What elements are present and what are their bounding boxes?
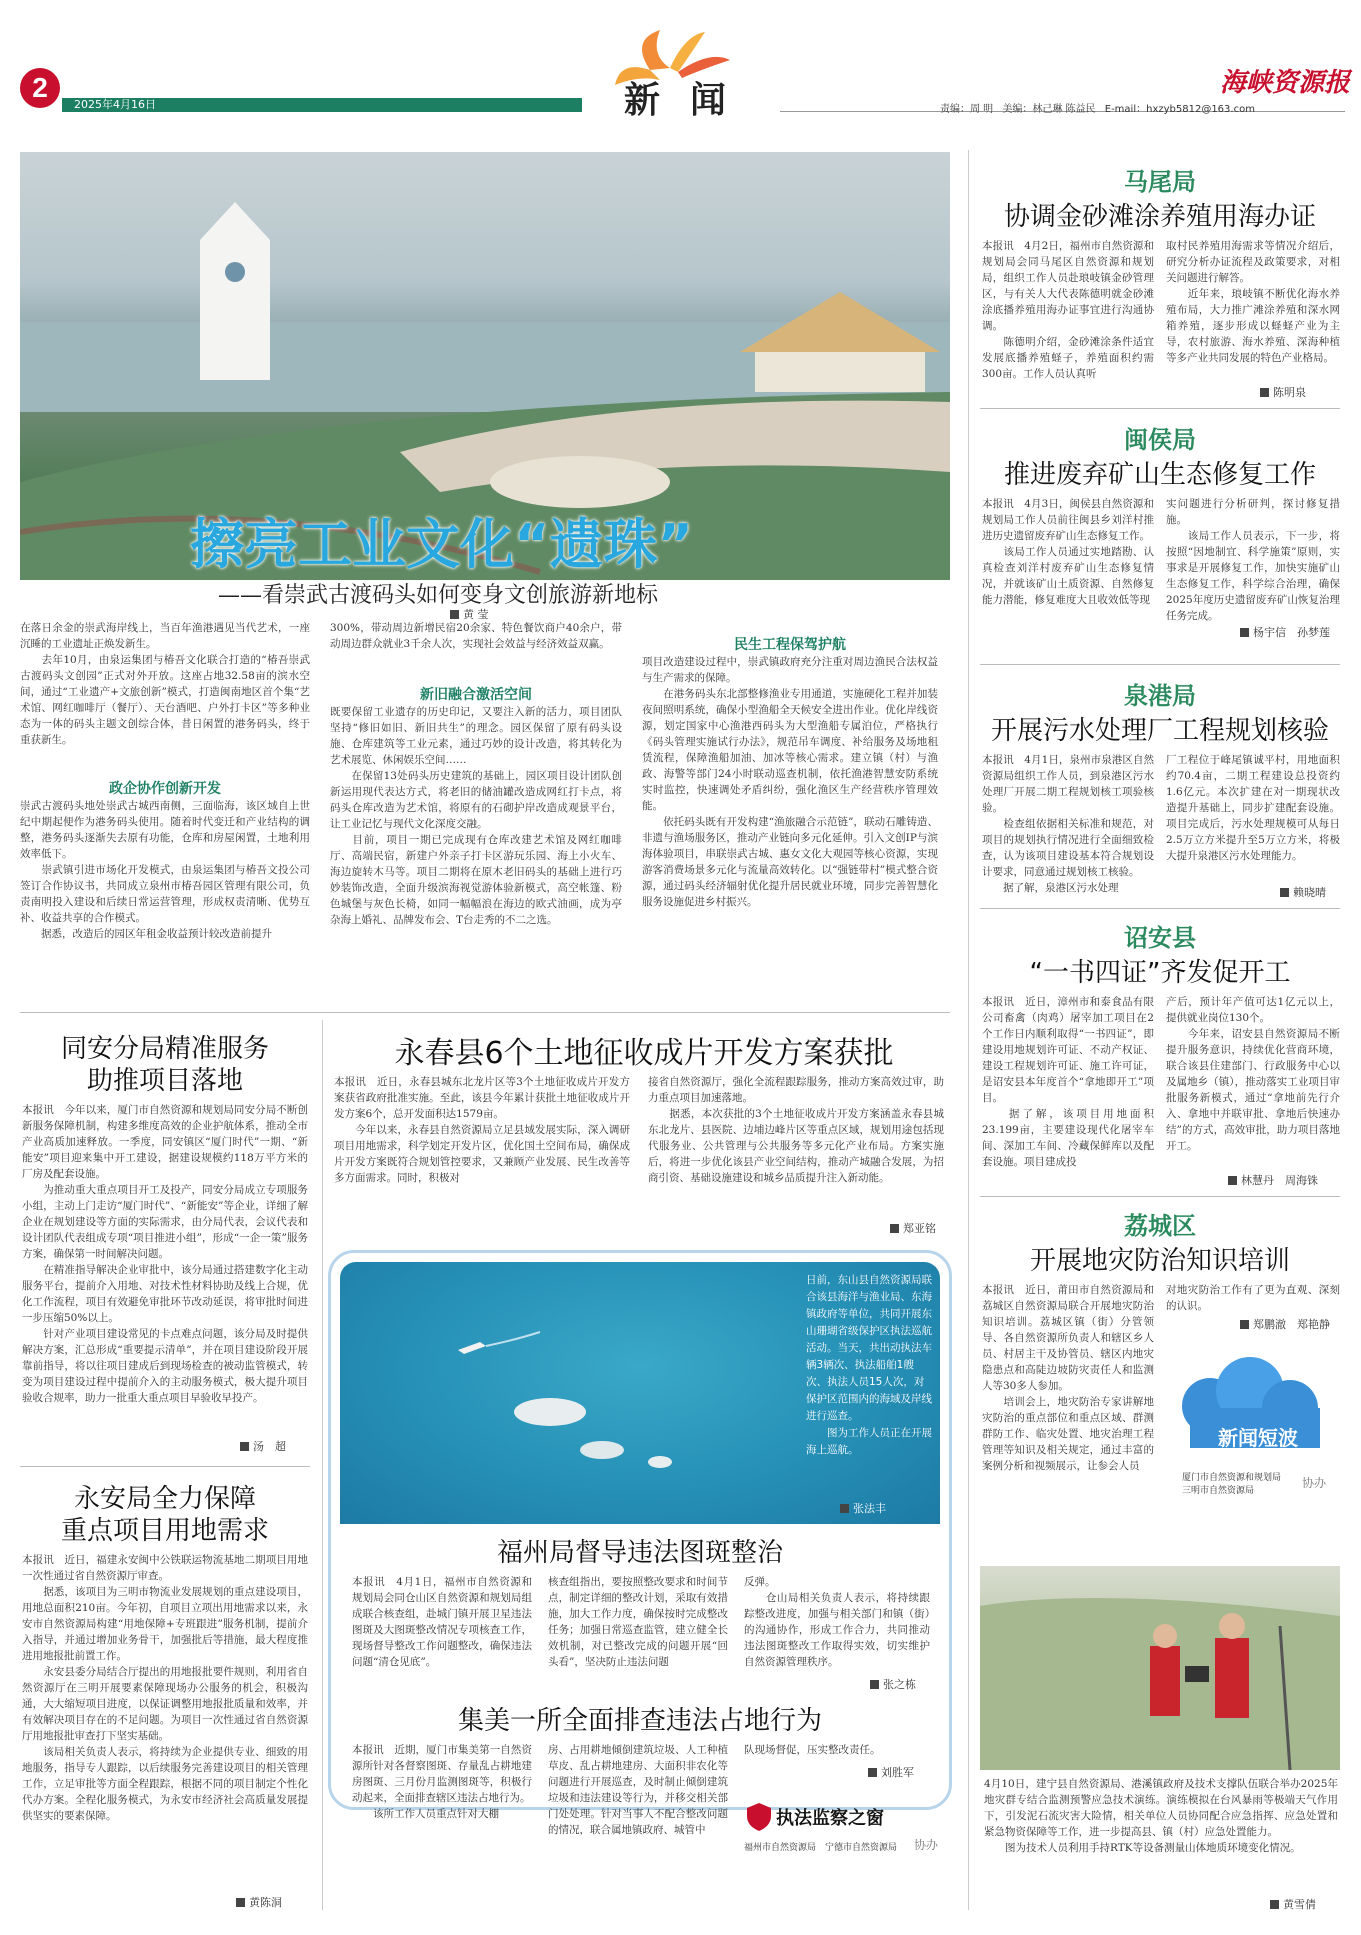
right1-col1: 本报讯 4月2日，福州市自然资源和规划局会同马尾区自然资源和规划局，组织工作人员赴琅岐镇金砂管理区，与有关人大代表陈德明就金砂滩涂底播养殖用海办证事宜进行沟通协调。 陈德明介绍，金砂滩涂条件适宜发展底播养殖蛏子，养殖面积约需300亩。工作人员认真听 — [982, 240, 1154, 380]
right4-col2: 产后，预计年产值可达1亿元以上，提供就业岗位130个。 今年来，诏安县自然资源局不断提升服务意识，持续优化营商环境，联合该县住建部门、行政服务中心以及属地乡（镇），推动落实工业项目审批服务新模式，通过“拿地前先行介入、拿地中并联审批、拿地后快速办结”的方式，高效审批，助力项目落地开工。 — [1166, 996, 1340, 1152]
lead-col1-heading: 政企协作创新开发 — [109, 781, 221, 797]
lead-col2b: 既要保留工业遗存的历史印记，又要注入新的活力，项目团队坚持“修旧如旧、新旧共生”的理念。园区保留了原有码头设施、仓库建筑等工业元素，通过巧妙的设计改造，将其转化为艺术展览、休闲娱乐空间…… 在保留13处码头历史建筑的基础上，园区项目设计团队创新运用现代表达方式，将老旧的储油罐改造成网红打卡点，将码头仓库改造为艺术馆，将原有的石砌护岸改造成观景平台，让工业记忆与现代文化深度交融。 目前，项目一期已完成现有仓库改建艺术馆及网红咖啡厅、高端民宿，新建户外亲子打卡区游玩乐园、海上小火车、海边旋转木马等。项目二期将在原木老旧码头的基础上进行巧妙装饰改造，全面升级滨海视觉游体验新模式，高空帐篷、粉色城堡与灰色长椅，如同一幅幅浪在海边的欧式油画，成为亭杂海上婚礼、品牌发布会、T台走秀的不二之选。 — [330, 706, 622, 926]
yongan-title-2: 重点项目用地需求 — [60, 1516, 269, 1546]
paper-name: 海峡资源报 — [1219, 68, 1350, 98]
lead-col3-heading: 民生工程保驾护航 — [734, 637, 846, 653]
staff-design: 美编：林己琳 陈益民 — [1002, 104, 1096, 115]
enforcement-badge-note: 福州市自然资源局 宁德市自然资源局 — [744, 1843, 898, 1853]
lead-author: 黄 莹 — [450, 606, 489, 622]
right5-org: 荔城区 — [1124, 1212, 1196, 1240]
staff-line — [940, 100, 1350, 115]
drill-photo — [980, 1566, 1340, 1770]
fuzhou-title: 福州局督导违法图斑整治 — [496, 1538, 783, 1568]
lead-col1: 在落日余金的崇武海岸线上，当百年渔港遇见当代艺术，一座沉睡的工业遗址正焕发新生。 去年10月，由泉运集团与椿吾文化联合打造的“椿吾崇武古渡码头文创园”正式对外开放。这座占地32.58亩的滨水空间，通过“工业遗产+文旅创新”模式，打造闽南地区首个集“艺术馆、网红咖啡厅（餐厅）、天台酒吧、户外打卡区”等多种业态为一体的码头主题文创综合体，昔日闲置的港务码头，终于重获新生。 — [20, 622, 310, 746]
drill-caption: 4月10日，建宁县自然资源局、港溪镇政府及技术支撑队伍联合举办2025年地灾群专结合监测预警应急技术演练。演练模拟在台风暴雨等极端天气作用下，引发泥石流灾害大险情，相关单位人员协同配合应急指挥、应急处置和紧急物资保障等工作，进一步提高县、镇（村）应急处置能力。 图为技术人员利用手持RTK等设备测量山体地质环境变化情况。 — [984, 1778, 1338, 1854]
fuzhou-col3: 反弹。 仓山局相关负责人表示，将持续跟踪整改进度，加强与相关部门和镇（街）的沟通协作，形成工作合力，共同推动违法图斑整改工作取得实效，切实维护自然资源管理秩序。 — [744, 1576, 930, 1668]
right3-author: 赖晓晴 — [1280, 884, 1326, 900]
right1-author: 陈明泉 — [1260, 384, 1306, 400]
right4-org: 诏安县 — [1124, 924, 1196, 952]
divider-left-column — [322, 1020, 323, 1910]
drill-author: 黄雪倩 — [1270, 1896, 1316, 1912]
divider-right1 — [980, 408, 1340, 409]
jimei-col1: 本报讯 近期，厦门市集美第一自然资源所针对各督察图斑、存量乱占耕地建房图斑、三月份月监测图斑等，积极行动起来，全面排查辖区违法占地行为。 该所工作人员重点针对大棚 — [352, 1744, 532, 1820]
right5-col2: 对地灾防治工作有了更为直观、深刻的认识。 — [1166, 1284, 1340, 1312]
right3-org: 泉港局 — [1124, 682, 1196, 710]
news-brief-cohost: 协办 — [1302, 1476, 1327, 1490]
lead-col3: 项目改造建设过程中，崇武镇政府充分注重对周边渔民合法权益与生产需求的保障。 在港务码头东北部整修渔业专用通道，实施硬化工程并加装夜间照明系统，确保小型渔船全天候安全进出作业。优化岸线资源，划定国家中心渔港西码头为大型渔船专属泊位，严格执行《码头管理实施试行办法》，规范吊车调度、补给服务及场地租赁流程，保障渔船加油、加冰等核心需求。建立镇（村）与渔政、海警等部门24小时联动巡查机制，依托渔港智慧安防系统实时监控，快速调处矛盾纠纷，强化渔区生产经营秩序管理效能。 依托码头既有开发构建“渔旅融合示范链”，联动石雕铸造、非遗与渔场服务区，推动产业链向多元化延伸。引入文创IP与滨海体验项目，串联崇武古城、惠女文化大观园等核心资源，实现游客消费场景多元化与流量高效转化。以“强链带村”模式整合资源，通过码头经济辐射优化提升居民就业环境，同步完善智慧化服务设施促进乡村振兴。 — [642, 656, 938, 908]
jimei-author: 刘胜军 — [868, 1764, 914, 1780]
right2-col1: 本报讯 4月3日，闽侯县自然资源和规划局工作人员前往闽县乡刘洋村推进历史遗留废弃矿山生态修复工作。 该局工作人员通过实地踏勘、认真检查刘洋村废弃矿山生态修复情况，并就该矿山土质资源、自然修复能力潜能，修复难度大且收效低等现 — [982, 498, 1154, 606]
jimei-col3: 队现场督促，压实整改责任。 — [744, 1744, 881, 1756]
sea-patrol-author: 张法丰 — [840, 1500, 886, 1516]
lead-photo — [20, 152, 950, 580]
jimei-title: 集美一所全面排查违法占地行为 — [457, 1706, 822, 1736]
yongchun-author: 郑亚铭 — [890, 1220, 936, 1236]
masthead — [0, 0, 1361, 128]
right2-org: 闽侯局 — [1124, 426, 1196, 454]
drill-scene — [980, 1566, 1340, 1770]
yongan-body: 本报讯 近日，福建永安闽中公铁联运物流基地二期项目用地一次性通过省自然资源厅审查。 据悉，该项目为三明市物流业发展规划的重点建设项目，用地总面积210亩。今年初，自项目立项出用地需求以来，永安市自然资源局构建“用地保障+专班跟进”服务机制，提前介入指导，并通过增加业务骨干，加强批后等措施，最大程度推进用地报批前置工作。 永安县委分局结合厅提出的用地报批要件规则，利用省自然资源厅在三明开展要素保障现场办公服务的机会，积极沟通，大大缩短项目进度，以保证调整用地报批质量和效率，并有效解决项目存在的不足问题。为项目一次性通过省自然资源厅用地报批审查打下坚实基础。 该局相关负责人表示，将持续为企业提供专业、细致的用地服务，指导专人跟踪，以后续服务完善建设项目的相关管理工作，立足审批等方面全程跟踪，根据不同的项目制定个性化代办方案。全程化服务模式，为永安市经济社会高质量发展提供坚实的要素保障。 — [22, 1554, 308, 1822]
page-date: 2025年4月16日 — [62, 98, 582, 112]
tongan-body: 本报讯 今年以来，厦门市自然资源和规划局同安分局不断创新服务保障机制，构建多维度高效的企业护航体系，推动全市产业高质加速释放。一季度，同安镇区“厦门时代”一期、“新能安”项目迎来集中开工建设，据建设规模约118万平方米的厂房及配套设施。 为推动重大重点项目开工及投产，同安分局成立专项服务小组，主动上门走访“厦门时代”、“新能安”等企业，详细了解企业在规划建设等方面的实际需求，由分局代表，会议代表和设计团队代表组成专项“项目推进小组”，形成“一企一策”服务方案，确保第一时间解决问题。 在精准指导解决企业审批中，该分局通过搭建数字化主动服务平台，提前介入用地、对技术性材料协助及线上合规，优化工作流程，项目有效避免审批环节改动延误，将审批时间进一步压缩50%以上。 针对产业项目建设常见的卡点难点问题，该分局及时提供解决方案，汇总形成“重要提示清单”，并在项目建设阶段开展靠前指导，将以往项目建成后到现场检查的被动监管模式，转变为项目建设过程中提前介入的主动服务模式，极大提升项目验收合规率，助力一批重大重点项目早验收早投产。 — [22, 1104, 308, 1404]
enforcement-badge — [744, 1800, 944, 1870]
right3-col2: 厂工程位于峰尾镇诚平村，用地面积约70.4亩，二期工程建设总投资约1.6亿元。本次扩建在对一期现状改造提升基础上，同步扩建配套设施。项目完成后，污水处理规模可从每日2.5万立方米提升至5万立方米，将极大提升泉港区污水处理能力。 — [1166, 754, 1340, 862]
page-number-badge: 2 — [20, 68, 60, 108]
right4-col1: 本报讯 近日，漳州市和泰食品有限公司畜禽（肉鸡）屠宰加工项目在2个工作日内顺利取得“一书四证”，即建设用地规划许可证、不动产权证、建设工程规划许可证、施工许可证，是诏安县本年度首个“拿地即开工”项目。 据了解，该项目用地面积23.199亩，主要建设现代化屠宰车间、深加工车间、冷藏保鲜库以及配套设施。项目建成投 — [982, 996, 1154, 1168]
enforcement-badge-label: 执法监察之窗 — [776, 1808, 884, 1829]
tongan-title-1: 同安分局精准服务 — [60, 1034, 269, 1064]
right2-col2: 实问题进行分析研判，探讨修复措施。 该局工作人员表示，下一步，将按照“因地制宜、科学施策”原则，实事求是开展修复工作，加快实施矿山生态修复工作，科学综合治理，确保2025年度历史遗留废弃矿山恢复治理任务完成。 — [1166, 498, 1340, 622]
news-brief-label: 新闻短波 — [1218, 1426, 1298, 1450]
right4-title: “一书四证”齐发促开工 — [1029, 958, 1291, 988]
section-title: 新闻 — [623, 79, 756, 121]
news-brief-note1: 厦门市自然资源和规划局 — [1182, 1473, 1282, 1483]
yongan-title-1: 永安局全力保障 — [73, 1484, 256, 1514]
right1-col2: 取村民养殖用海需求等情况介绍后，研究分析办证流程及政策要求，对相关问题进行解答。 近年来，琅岐镇不断优化海水养殖布局，大力推广滩涂养殖和深水网箱养殖，逐步形成以蛏蛏产业为主导，农村旅游、海水养殖、深海种植等多产业共同发展的特色产业格局。 — [1166, 240, 1340, 364]
fuzhou-col2: 核查组指出，要按照整改要求和时间节点，制定详细的整改计划，采取有效措施，加大工作力度，确保按时完成整改任务；加强日常巡查监管，建立健全长效机制，对已整改完成的问题开展“回头看”，坚决防止违法问题 — [548, 1576, 728, 1668]
fuzhou-author: 张之栋 — [870, 1676, 916, 1692]
right4-author: 林慧丹 周海铢 — [1228, 1172, 1318, 1188]
tongan-author: 汤 超 — [240, 1438, 286, 1454]
yongan-author: 黄陈洞 — [236, 1894, 282, 1910]
enforcement-badge-cohost: 协办 — [914, 1838, 939, 1852]
staff-email: E-mail：hxzyb5812@163.com — [1104, 104, 1255, 115]
divider-right4 — [980, 1196, 1340, 1197]
yongchun-col2: 接省自然资源厅，强化全流程跟踪服务，推动方案高效过审，助力重点项目加速落地。 据悉，本次获批的3个土地征收成片开发方案涵盖永春县城东北龙片、县医院、边埔边峰片区等重点区域，规划用途包括现代服务业、公共管理与公共服务等多元化产业布局。方案实施后，将进一步优化该县产业空间结构，推动产城融合发展，为招商引资、基础设施建设和城乡品质提升注入新动能。 — [648, 1076, 944, 1184]
shield-icon — [746, 1802, 772, 1832]
divider-right2 — [980, 664, 1340, 665]
sea-patrol-photo — [340, 1262, 940, 1524]
news-brief-badge — [1170, 1346, 1340, 1496]
right3-title: 开展污水处理厂工程规划核验 — [990, 716, 1329, 746]
right5-col1: 本报讯 近日，莆田市自然资源局和荔城区自然资源局联合开展地灾防治知识培训。荔城区镇（街）分管领导、各自然资源所负责人和辖区乡人员、村居主干及协管员、辖区内地灾隐患点和高陡边坡防灾责任人和监测人等30多人参加。 培训会上，地灾防治专家讲解地灾防治的重点部位和重点区域、群测群防工作、临灾处置、地灾治理工程管理等知识及相关规定，通过丰富的案例分析和视频展示，让参会人员 — [982, 1284, 1154, 1472]
yongchun-title: 永春县6个土地征收成片开发方案获批 — [394, 1036, 894, 1071]
news-brief-note2: 三明市自然资源局 — [1182, 1486, 1255, 1496]
tongan-title-2: 助推项目落地 — [86, 1066, 243, 1096]
divider-lead-bottom — [20, 1012, 950, 1013]
fuzhou-col1: 本报讯 4月1日，福州市自然资源和规划局会同仓山区自然资源和规划局组成联合核查组，赴城门镇开展卫星违法图斑及大图斑整改情况专项核查工作，现场督导整改工作问题整改，确保违法问题“清仓见底”。 — [352, 1576, 532, 1668]
lead-title: 擦亮工业文化“遗珠” — [190, 513, 693, 576]
right1-title: 协调金砂滩涂养殖用海办证 — [1003, 202, 1316, 232]
right2-title: 推进废弃矿山生态修复工作 — [1003, 460, 1316, 490]
right1-org: 马尾局 — [1124, 168, 1196, 196]
lead-col2: 300%，带动周边新增民宿20余家、特色餐饮商户40余户，带动周边群众就业3千余人次，实现社会效益与经济效益双赢。 — [330, 622, 622, 650]
lead-col2-heading: 新旧融合激活空间 — [420, 687, 532, 703]
right5-title: 开展地灾防治知识培训 — [1029, 1246, 1290, 1276]
yongchun-col1: 本报讯 近日，永春县城东北龙片区等3个土地征收成片开发方案获省政府批准实施。至此，该县今年累计获批土地征收成片开发方案6个，总开发面积达1579亩。 今年以来，永春县自然资源局立足县域发展实际，深入调研项目用地需求，科学划定开发片区，优化国土空间布局，确保成片开发方案既符合规划管控要求，又兼顾产业发展、民生改善等多方面需求。同时，积极对 — [334, 1076, 630, 1184]
lead-col1b: 崇武古渡码头地处崇武古城西南侧，三面临海，该区域自上世纪中期起便作为港务码头使用。随着时代变迁和产业结构的调整，港务码头逐渐失去原有功能，仓库和房屋闲置，土地利用效率低下。 崇武镇引进市场化开发模式，由泉运集团与椿吾文投公司签订合作协议书，共同成立泉州市椿吾园区管理有限公司，负责南明投入建设和后续日常运营管理，形成权责清晰、优势互补、收益共享的合作模式。 据悉，改造后的园区年租金收益预计较改造前提升 — [20, 800, 310, 940]
right2-author: 杨宇信 孙梦莲 — [1240, 624, 1330, 640]
divider-right-column — [968, 150, 969, 1910]
sea-patrol-caption: 日前，东山县自然资源局联合该县海洋与渔业局、东海镇政府等单位，共同开展东山珊瑚省级保护区执法巡航活动。当天，共出动执法车辆3辆次、执法船舶1艘次、执法人员15人次，对保护区范围内的海域及岸线进行巡查。 图为工作人员正在开展海上巡航。 — [806, 1274, 932, 1456]
staff-editor: 责编：周 明 — [940, 104, 994, 115]
right5-author: 郑鹏澈 郑艳静 — [1240, 1316, 1330, 1332]
lead-subtitle: ——看崇武古渡码头如何变身文创旅游新地标 — [218, 583, 659, 608]
divider-right3 — [980, 908, 1340, 909]
right3-col1: 本报讯 4月1日，泉州市泉港区自然资源局组织工作人员，到泉港区污水处理厂开展二期工程规划核工项验核验。 检查组依据相关标准和规范，对项目的规划执行情况进行全面细致检查，认为该项目建设基本符合规划设计要求，同意通过规划核工核验。 据了解，泉港区污水处理 — [982, 754, 1154, 894]
divider-tongan — [20, 1466, 310, 1467]
jimei-col2: 房、占用耕地倾倒建筑垃圾、人工种植草皮、乱占耕地建房、大面积非农化等问题进行开展巡查，及时制止倾倒建筑垃圾和违法建设等行为，并移交相关部门处处理。针对当事人不配合整改问题的情况，联合属地镇政府、城管中 — [548, 1744, 728, 1836]
